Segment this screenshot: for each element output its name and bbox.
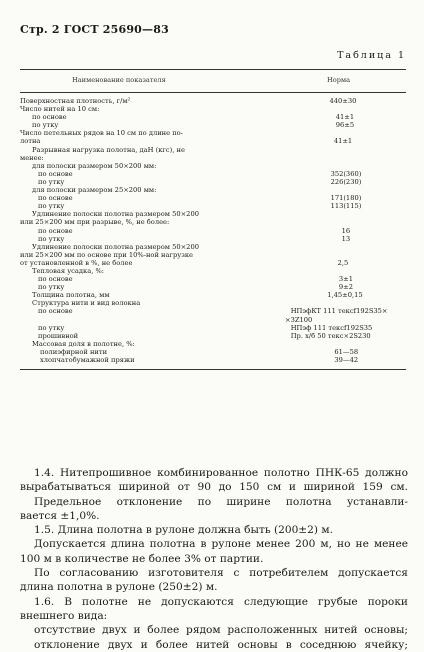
indicator-cell: по утку — [38, 202, 65, 211]
indicator-cell: по утку — [38, 323, 65, 332]
norm-cell: 2,5 — [337, 258, 349, 267]
indicator-cell: от установленной в %, не более — [20, 258, 133, 267]
norm-cell — [284, 162, 406, 170]
table-row — [20, 324, 406, 332]
body-line: По согласованию изготовителя с потребителем допускается — [34, 567, 408, 580]
norm-cell — [280, 218, 406, 226]
indicator-cell: по основе — [38, 307, 73, 316]
indicator-cell: Структура нити и вид волокна — [32, 299, 141, 308]
table-row — [20, 170, 406, 178]
norm-cell — [284, 243, 406, 251]
indicator-cell: по основе — [32, 113, 67, 122]
table-row — [20, 356, 406, 364]
table-body — [20, 97, 406, 364]
table-row — [20, 340, 406, 348]
body-line: внешнего вида: — [20, 609, 108, 622]
table-row — [20, 275, 406, 283]
norm-cell — [284, 267, 406, 275]
norm-cell: 226(230) — [330, 177, 362, 186]
indicator-cell: менее: — [20, 153, 44, 162]
norm-cell: 39—42 — [334, 356, 359, 364]
norm-cell: НПэф 111 тексf192S35 — [290, 323, 373, 332]
table-row — [20, 121, 406, 129]
table-row — [20, 332, 406, 340]
body-line: вырабатываться шириной от 90 до 150 см и шириной 159 см. — [20, 481, 408, 494]
norm-cell: 13 — [341, 234, 351, 243]
body-text — [20, 466, 408, 652]
norm-cell — [284, 186, 406, 194]
norm-cell: 61—58 — [334, 347, 359, 356]
table-caption: Таблица 1 — [337, 50, 406, 61]
table-row — [20, 291, 406, 299]
body-line: Допускается длина полотна в рулоне менее 200 м, но не менее — [34, 538, 408, 551]
column-header-norm: Норма — [327, 76, 351, 84]
body-line: 1.6. В полотне не допускаются следующие грубые пороки — [34, 595, 408, 608]
body-line: отклонение двух и более нитей основы в соседнюю ячейку; — [34, 638, 408, 651]
norm-cell: 1,45±0,15 — [327, 291, 363, 300]
indicator-cell: Поверхностная плотность, г/м² — [20, 97, 131, 105]
norm-cell — [284, 146, 406, 154]
indicator-cell: для полоски размером 50×200 мм: — [32, 161, 157, 170]
indicator-cell: по основе — [38, 226, 73, 235]
indicator-cell: или 25×200 мм по основе при 10%-ной нагрузке — [20, 250, 193, 259]
norm-cell: 41±1 — [335, 113, 355, 122]
indicator-cell: Удлинение полоски полотна размером 50×200 — [32, 242, 199, 251]
table-row — [20, 299, 406, 307]
table-row — [20, 146, 406, 154]
page-header: Стр. 2 ГОСТ 25690—83 — [20, 23, 169, 36]
indicator-cell: лотна — [20, 137, 41, 146]
norm-cell: 352(360) — [330, 169, 362, 178]
table-row — [20, 194, 406, 202]
indicator-cell: Удлинение полоски полотна размером 50×200 — [32, 210, 199, 219]
indicator-cell: Толщина полотна, мм — [32, 291, 110, 300]
table-row — [20, 210, 406, 218]
norm-cell — [280, 154, 406, 162]
body-line: Предельное отклонение по ширине полотна устанавли- — [34, 495, 408, 508]
table-row — [20, 186, 406, 194]
table-row — [20, 243, 406, 251]
norm-cell — [284, 340, 406, 348]
body-line: отсутствие двух и более рядом расположенных нитей основы; — [34, 624, 408, 637]
body-line: длина полотна в рулоне (250±2) м. — [20, 581, 218, 594]
body-line: вается ±1,0%. — [20, 509, 100, 522]
table-row — [20, 267, 406, 275]
norm-cell: 171(180) — [330, 194, 362, 203]
body-line: 1.4. Нитепрошивное комбинированное полотно ПНК-65 должно — [34, 467, 408, 479]
table-row — [20, 129, 406, 137]
norm-cell: Пр. х/б 50 текс×2S230 — [290, 331, 371, 340]
norm-cell — [280, 129, 406, 137]
indicator-cell: Массовая доля в полотне, %: — [32, 339, 135, 348]
norm-cell — [284, 299, 406, 307]
table-row — [20, 259, 406, 267]
indicator-cell: по утку — [38, 177, 65, 186]
indicator-cell: Разрывная нагрузка полотна, даН (кгс), не — [32, 145, 185, 154]
indicator-cell: Тепловая усадка, %: — [32, 266, 105, 275]
body-line: 100 м в количестве не более 3% от партии. — [20, 552, 264, 565]
norm-cell — [280, 251, 406, 259]
indicator-cell: или 25×200 мм при разрыве, %, не более: — [20, 218, 170, 227]
norm-cell — [284, 210, 406, 218]
table-row — [20, 137, 406, 145]
table-row — [20, 202, 406, 210]
table-header-rule — [20, 92, 406, 93]
table-row — [20, 316, 406, 324]
norm-cell: 113(115) — [330, 202, 362, 211]
norm-cell: 96±5 — [335, 121, 355, 130]
table-row — [20, 227, 406, 235]
table-row — [20, 154, 406, 162]
indicator-cell: по утку — [38, 234, 65, 243]
table-top-rule — [20, 69, 406, 70]
table-row — [20, 251, 406, 259]
norm-cell: 41±1 — [333, 137, 353, 146]
body-line: 1.5. Длина полотна в рулоне должна быть (200±2) м. — [34, 524, 334, 537]
indicator-cell: хлопчатобумажной пряжи — [40, 356, 135, 364]
norm-cell: 9±2 — [338, 283, 353, 292]
indicator-cell: полиэфирной нити — [40, 347, 108, 356]
norm-cell: НПэфКТ 111 тексf192S35× — [290, 307, 388, 316]
norm-cell: ×3Z100 — [285, 315, 313, 324]
table-row — [20, 113, 406, 121]
norm-cell: 3±1 — [338, 275, 353, 284]
indicator-cell — [20, 316, 280, 324]
indicator-cell: прошивной — [38, 331, 79, 340]
table-row — [20, 235, 406, 243]
column-header-indicator: Наименование показателя — [72, 76, 166, 84]
indicator-cell: Число нитей на 10 см: — [20, 105, 100, 114]
indicator-cell: по утку — [38, 283, 65, 292]
table-row — [20, 283, 406, 291]
indicator-cell: по основе — [38, 275, 73, 284]
table-row — [20, 162, 406, 170]
table-row — [20, 97, 406, 105]
table-row — [20, 218, 406, 226]
table-row — [20, 307, 406, 315]
norm-cell: 16 — [341, 226, 351, 235]
indicator-cell: для полоски размером 25×200 мм: — [32, 186, 157, 195]
norm-cell — [280, 105, 406, 113]
table-row — [20, 348, 406, 356]
indicator-cell: по основе — [38, 194, 73, 203]
table-row — [20, 105, 406, 113]
norm-cell: 440±30 — [329, 97, 357, 105]
table-row — [20, 178, 406, 186]
indicator-cell: по утку — [32, 121, 59, 130]
table-bottom-rule — [20, 369, 406, 370]
indicator-cell: Число петельных рядов на 10 см по длине по- — [20, 129, 183, 138]
indicator-cell: по основе — [38, 169, 73, 178]
